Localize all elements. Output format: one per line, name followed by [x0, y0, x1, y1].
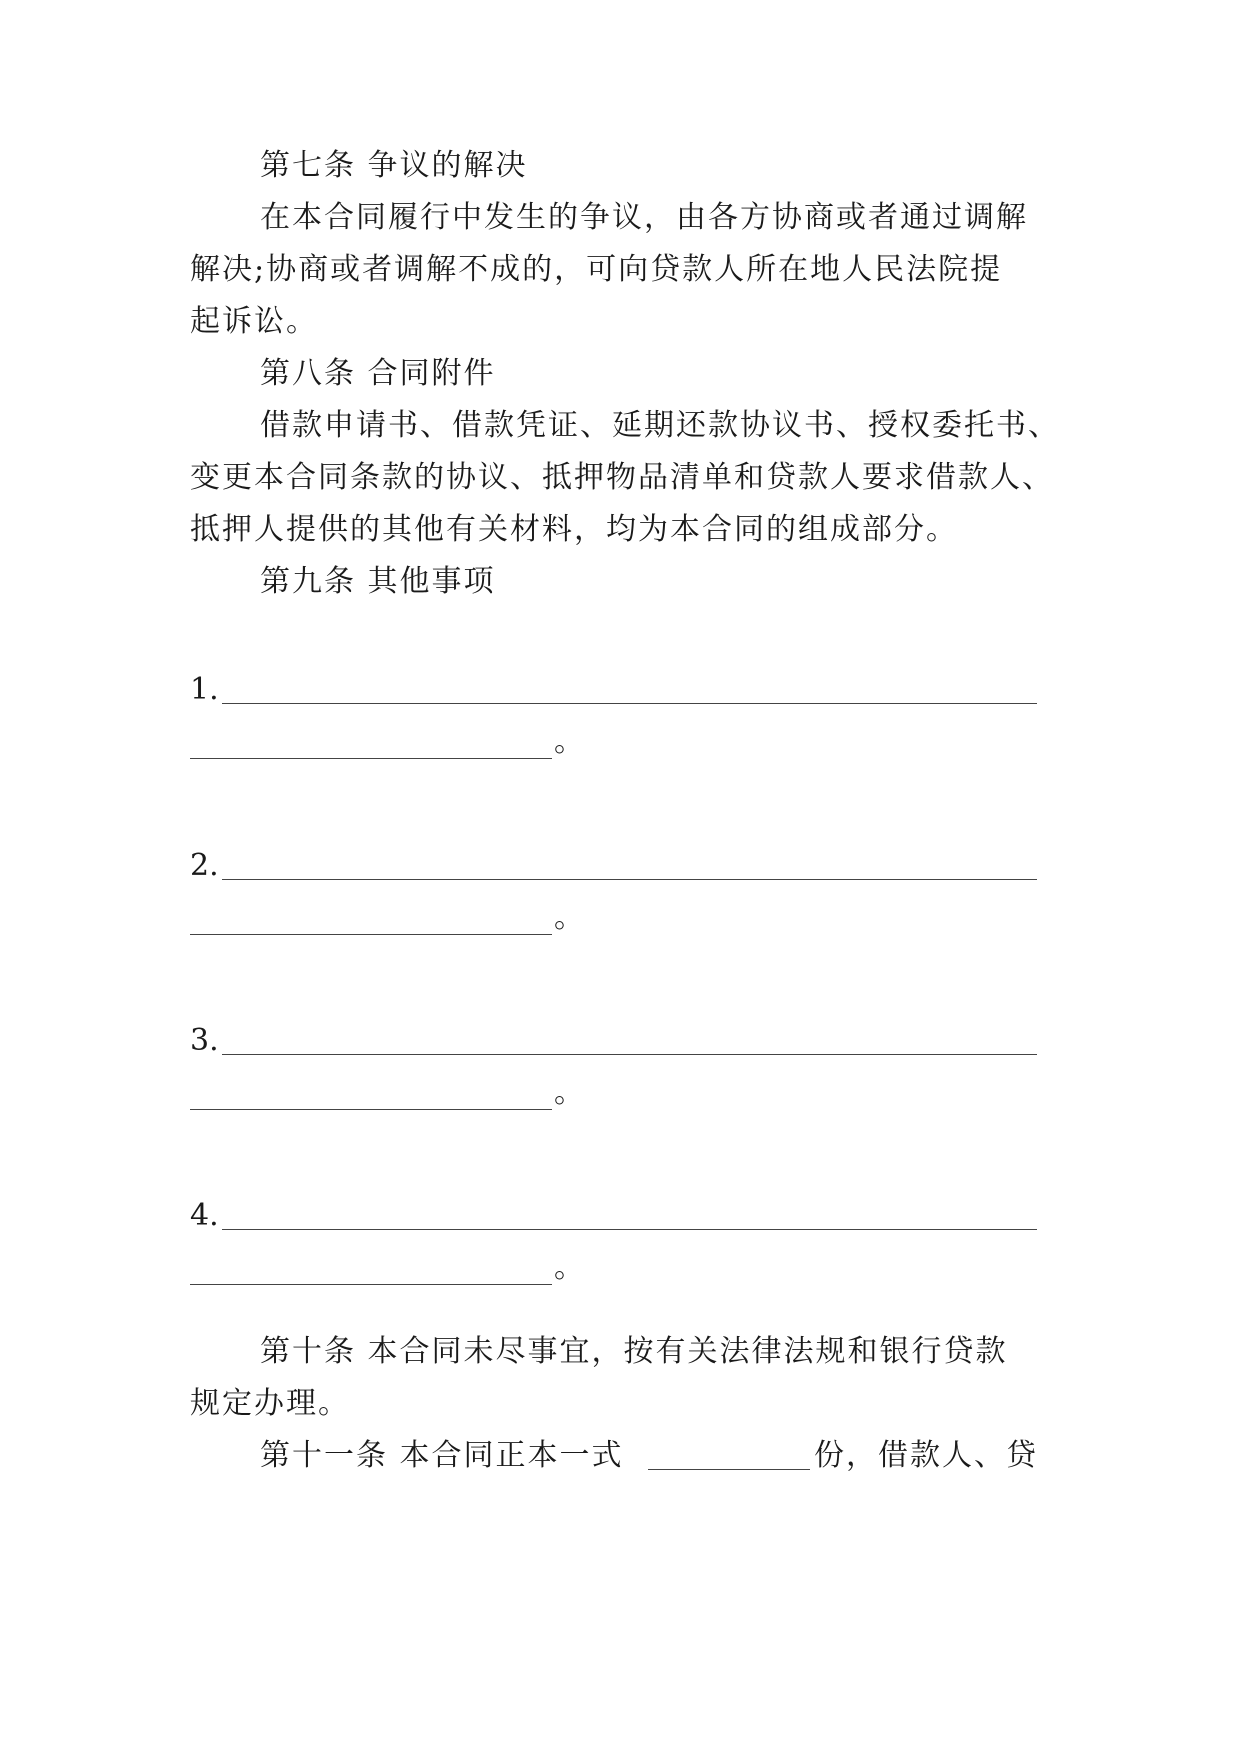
- item-2-number: 2.: [190, 848, 219, 883]
- item-3-blank-line-1[interactable]: [222, 1054, 1037, 1055]
- item-4-blank-line-1[interactable]: [222, 1229, 1037, 1230]
- item-1-blank-line-2[interactable]: [190, 758, 552, 759]
- article11-text-before-blank: 第十一条 本合同正本一式: [260, 1438, 624, 1473]
- item-1-end-mark: 。: [554, 724, 584, 759]
- item-3-end-mark: 。: [554, 1075, 584, 1110]
- article7-body-line-2: 解决;协商或者调解不成的，可向贷款人所在地人民法院提: [190, 252, 1003, 287]
- article9-heading: 第九条 其他事项: [260, 564, 496, 599]
- article8-body-line-3: 抵押人提供的其他有关材料，均为本合同的组成部分。: [190, 512, 958, 547]
- article11-copies-blank[interactable]: [648, 1469, 810, 1470]
- item-3-blank-line-2[interactable]: [190, 1109, 552, 1110]
- article8-heading: 第八条 合同附件: [260, 356, 496, 391]
- article8-body-line-2: 变更本合同条款的协议、抵押物品清单和贷款人要求借款人、: [190, 460, 1054, 495]
- article8-body-line-1: 借款申请书、借款凭证、延期还款协议书、授权委托书、: [260, 408, 1060, 443]
- item-4-number: 4.: [190, 1198, 219, 1233]
- item-2-blank-line-1[interactable]: [222, 879, 1037, 880]
- article10-body-line-1: 第十条 本合同未尽事宜，按有关法律法规和银行贷款: [260, 1334, 1008, 1369]
- article10-body-line-2: 规定办理。: [190, 1386, 350, 1421]
- item-2-blank-line-2[interactable]: [190, 934, 552, 935]
- item-1-number: 1.: [190, 672, 219, 707]
- item-4-blank-line-2[interactable]: [190, 1284, 552, 1285]
- item-4-end-mark: 。: [554, 1250, 584, 1285]
- article7-body-line-1: 在本合同履行中发生的争议，由各方协商或者通过调解: [260, 200, 1028, 235]
- article7-body-line-3: 起诉讼。: [190, 304, 318, 339]
- item-3-number: 3.: [190, 1023, 219, 1058]
- item-1-blank-line-1[interactable]: [222, 703, 1037, 704]
- item-2-end-mark: 。: [554, 900, 584, 935]
- article11-text-after-blank: 份，借款人、贷: [814, 1438, 1038, 1473]
- article7-heading: 第七条 争议的解决: [260, 148, 528, 183]
